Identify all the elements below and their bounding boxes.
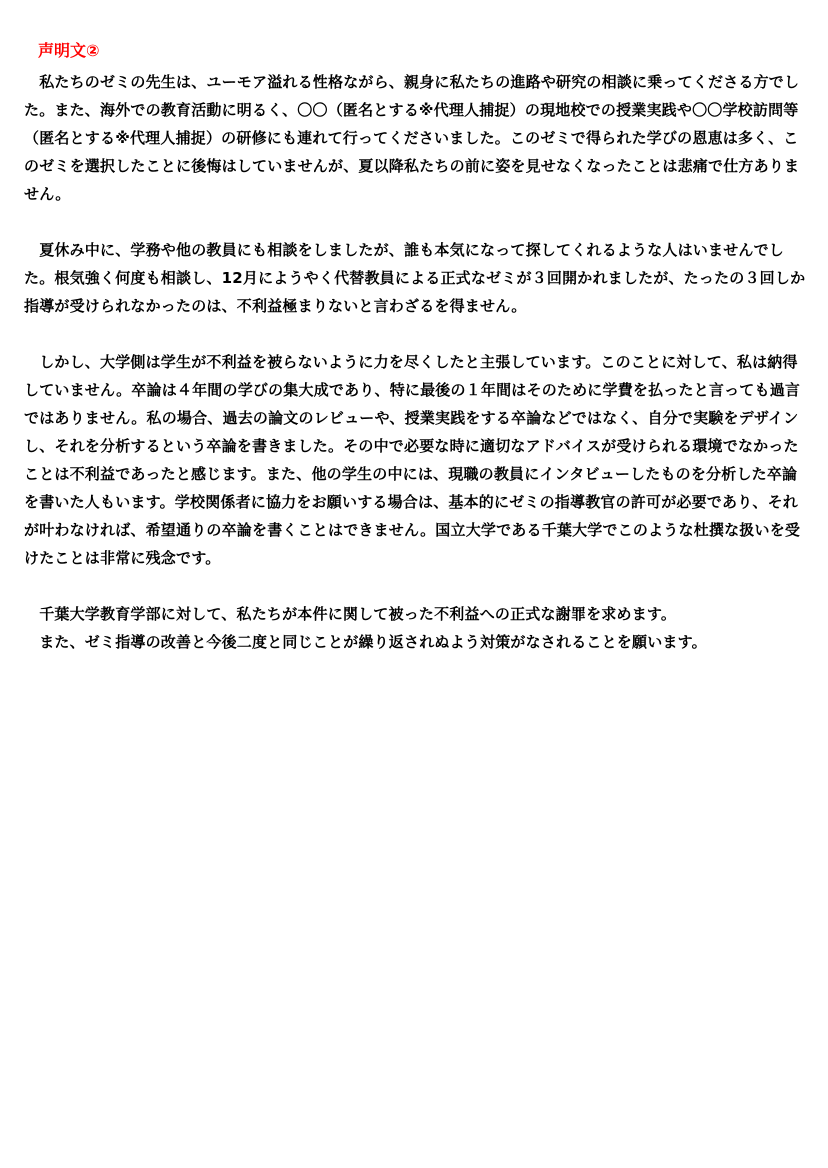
paragraph-text: 千葉大学教育学部に対して、私たちが本件に関して被った不利益への正式な謝罪を求めます。 また、ゼミ指導の改善と今後二度と同じことが繰り返されぬよう対策がなされることを願います。 — [39, 605, 707, 651]
statement-paragraph-2 — [24, 236, 808, 320]
paragraph-text: 夏休み中に、学務や他の教員にも相談をしましたが、誰も本気になって探してくれるような人はいませんでした。根気強く何度も相談し、12月にようやく代替教員による正式なゼミが３回開かれましたが、たったの３回しか指導が受けられなかったのは、不利益極まりないと言わざるを得ません。 — [24, 241, 806, 315]
statement-paragraph-4 — [24, 600, 808, 656]
statement-paragraph-1 — [24, 68, 808, 208]
paragraph-text: しかし、大学側は学生が不利益を被らないように力を尽くしたと主張しています。このことに対して、私は納得していません。卒論は４年間の学びの集大成であり、特に最後の１年間はそのために学費を払ったと言っても過言ではありません。私の場合、過去の論文のレビューや、授業実践をする卒論などではなく、自分で実験をデザインし、それを分析するという卒論を書きました。その中で必要な時に適切なアドバイスが受けられる環境でなかったことは不利益であったと感じます。また、他の学生の中には、現職の教員にインタビューしたものを分析した卒論を書いた人もいます。学校関係者に協力をお願いする場合は、基本的にゼミの指導教官の許可が必要であり、それが叶わなければ、希望通りの卒論を書くことはできません。国立大学である千葉大学でこのような杜撰な扱いを受けたことは非常に残念です。 — [24, 353, 801, 567]
document-title: 声明文② — [38, 41, 100, 60]
statement-paragraph-3 — [24, 348, 808, 572]
paragraph-text: 私たちのゼミの先生は、ユーモア溢れる性格ながら、親身に私たちの進路や研究の相談に乗ってくださる方でした。また、海外での教育活動に明るく、〇〇（匿名とする※代理人捕捉）の現地校での授業実践や〇〇学校訪問等（匿名とする※代理人捕捉）の研修にも連れて行ってくださいました。このゼミで得られた学びの恩恵は多く、このゼミを選択したことに後悔はしていませんが、夏以降私たちの前に姿を見せなくなったことは悲痛で仕方ありません。 — [24, 73, 800, 203]
